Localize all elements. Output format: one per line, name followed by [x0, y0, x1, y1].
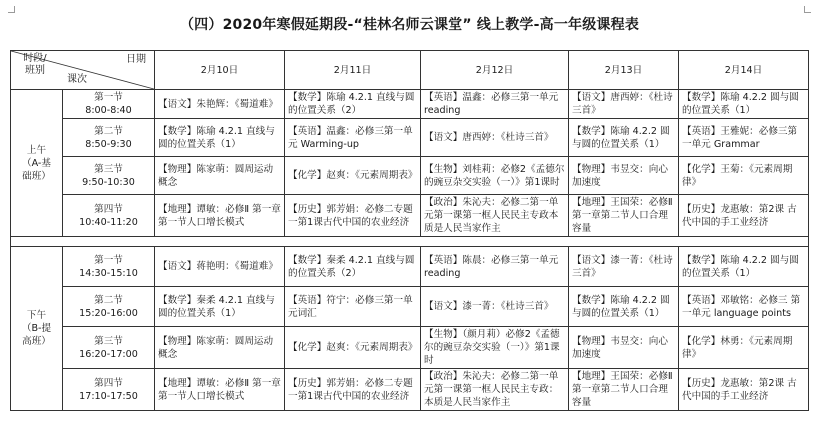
table-row — [11, 119, 809, 157]
course-cell: 【物理】陈家萌：圆周运动概念 — [155, 157, 285, 195]
course-cell: 【数学】秦柔 4.2.1 直线与圆的位置关系（2） — [285, 247, 421, 287]
table-row — [11, 195, 809, 237]
header-period-class-label: 时段/ 班别 — [23, 53, 47, 76]
table-row — [11, 369, 809, 411]
table-row — [11, 157, 809, 195]
course-cell: 【地理】王国荣：必修Ⅱ第一章第二节人口合理容量 — [569, 369, 679, 411]
date-header: 2月10日 — [155, 51, 285, 90]
course-cell: 【数学】陈瑜 4.2.1 直线与圆的位置关系（1） — [155, 119, 285, 157]
course-cell: 【英语】陈晨：必修三第一单元 reading — [421, 247, 569, 287]
date-header: 2月11日 — [285, 51, 421, 90]
period-time: 14:30-15:10 — [79, 267, 138, 279]
period-cell — [63, 119, 155, 157]
page-title: （四）2020年寒假延期段-“桂林名师云课堂” 线上教学-高一年级课程表 — [179, 17, 640, 33]
period-time: 9:50-10:30 — [82, 176, 135, 188]
period-name: 第二节 — [94, 125, 123, 137]
course-cell: 【化学】林勇：《元素周期律》 — [679, 327, 809, 369]
course-cell: 【生物】刘桂莉：必修2《孟德尔的豌豆杂交实验（一）》第1课时 — [421, 157, 569, 195]
course-cell: 【数学】秦柔 4.2.1 直线与圆的位置关系（1） — [155, 287, 285, 327]
period-time: 8:00-8:40 — [85, 105, 132, 116]
header-date-label: 日期 — [126, 54, 146, 65]
course-cell: 【英语】符宁：必修三第一单元词汇 — [285, 287, 421, 327]
date-header: 2月12日 — [421, 51, 569, 90]
course-cell: 【化学】赵爽：《元素周期表》 — [285, 327, 421, 369]
period-time: 8:50-9:30 — [85, 138, 132, 150]
session-gap-row — [11, 237, 809, 247]
course-cell: 【地理】谭敏：必修Ⅱ 第一章第一节人口增长模式 — [155, 369, 285, 411]
course-cell: 【政治】朱沁夫：必修二第一单元第一课第一框人民民主专政：本质是人民当家作主 — [421, 369, 569, 411]
course-cell: 【语文】蒋艳明：《蜀道难》 — [155, 247, 285, 287]
header-corner-cell — [11, 51, 155, 90]
header-row — [11, 51, 809, 90]
course-cell: 【物理】韦昱交：向心加速度 — [569, 327, 679, 369]
course-cell: 【生物】（颜月莉）必修2《孟德尔的豌豆杂交实验（一）》第1课时 — [421, 327, 569, 369]
course-cell: 【英语】邓敏铭：必修三 第一单元 language points — [679, 287, 809, 327]
header-lesson-label: 课次 — [67, 74, 87, 85]
course-cell: 【历史】龙惠敏：第2课 古代中国的手工业经济 — [679, 369, 809, 411]
table-row — [11, 287, 809, 327]
period-name: 第三节 — [94, 335, 123, 347]
table-row — [11, 90, 809, 119]
course-cell: 【数学】陈瑜 4.2.2 圆与圆的位置关系（1） — [679, 90, 809, 119]
period-cell — [63, 90, 155, 119]
period-time: 17:10-17:50 — [79, 390, 138, 402]
period-name: 第三节 — [94, 163, 123, 175]
period-cell — [63, 247, 155, 287]
page-corner-mark-right — [804, 6, 811, 13]
period-name: 第二节 — [94, 294, 123, 306]
course-cell: 【政治】朱沁夫：必修二第一单元第一课第一框人民民主专政本质是人民当家作主 — [421, 195, 569, 237]
session-label: 下午 （B-提 高班） — [11, 247, 63, 411]
period-cell — [63, 195, 155, 237]
course-cell: 【物理】陈家萌：圆周运动概念 — [155, 327, 285, 369]
course-cell: 【英语】温鑫：必修三第一单元 Warming-up — [285, 119, 421, 157]
page-corner-mark-left — [8, 6, 15, 13]
course-cell: 【语文】唐西婷：《杜诗三首》 — [421, 119, 569, 157]
period-time: 16:20-17:00 — [79, 348, 138, 360]
course-cell: 【英语】温鑫：必修三第一单元 reading — [421, 90, 569, 119]
course-cell: 【化学】赵爽：《元素周期表》 — [285, 157, 421, 195]
course-cell: 【历史】郭芳娟：必修二专题一第1课古代中国的农业经济 — [285, 369, 421, 411]
session-label: 上午 （A-基 础班） — [11, 90, 63, 237]
table-row — [11, 247, 809, 287]
course-cell: 【地理】谭敏：必修Ⅱ 第一章第一节人口增长模式 — [155, 195, 285, 237]
period-cell — [63, 157, 155, 195]
course-cell: 【语文】朱艳辉：《蜀道难》 — [155, 90, 285, 119]
table-row — [11, 327, 809, 369]
course-cell: 【数学】陈瑜 4.2.2 圆与圆的位置关系（1） — [569, 119, 679, 157]
course-cell: 【数学】陈瑜 4.2.2 圆与圆的位置关系（1） — [569, 287, 679, 327]
session-gap-cell — [11, 237, 809, 247]
course-cell: 【地理】王国荣：必修Ⅱ第一章第二节人口合理容量 — [569, 195, 679, 237]
course-cell: 【数学】陈瑜 4.2.2 圆与圆的位置关系（1） — [679, 247, 809, 287]
date-header: 2月14日 — [679, 51, 809, 90]
schedule-table — [10, 50, 809, 411]
period-time: 10:40-11:20 — [79, 216, 138, 228]
course-cell: 【英语】王雅妮：必修三第一单元 Grammar — [679, 119, 809, 157]
course-cell: 【物理】韦昱交：向心加速度 — [569, 157, 679, 195]
period-cell — [63, 327, 155, 369]
period-cell — [63, 287, 155, 327]
period-time: 15:20-16:00 — [79, 307, 138, 319]
period-name: 第四节 — [94, 203, 123, 215]
course-cell: 【语文】漆一菁：《杜诗三首》 — [421, 287, 569, 327]
period-cell — [63, 369, 155, 411]
course-cell: 【语文】唐西婷：《杜诗三首》 — [569, 90, 679, 119]
period-name: 第四节 — [94, 377, 123, 389]
course-cell: 【化学】王菊：《元素周期律》 — [679, 157, 809, 195]
course-cell: 【语文】漆一菁：《杜诗三首》 — [569, 247, 679, 287]
course-cell: 【数学】陈瑜 4.2.1 直线与圆的位置关系（2） — [285, 90, 421, 119]
period-name: 第一节 — [94, 254, 123, 266]
date-header: 2月13日 — [569, 51, 679, 90]
course-cell: 【历史】郭芳娟：必修二专题一第1课古代中国的农业经济 — [285, 195, 421, 237]
period-name: 第一节 — [94, 92, 123, 103]
course-cell: 【历史】龙惠敏：第2课 古代中国的手工业经济 — [679, 195, 809, 237]
